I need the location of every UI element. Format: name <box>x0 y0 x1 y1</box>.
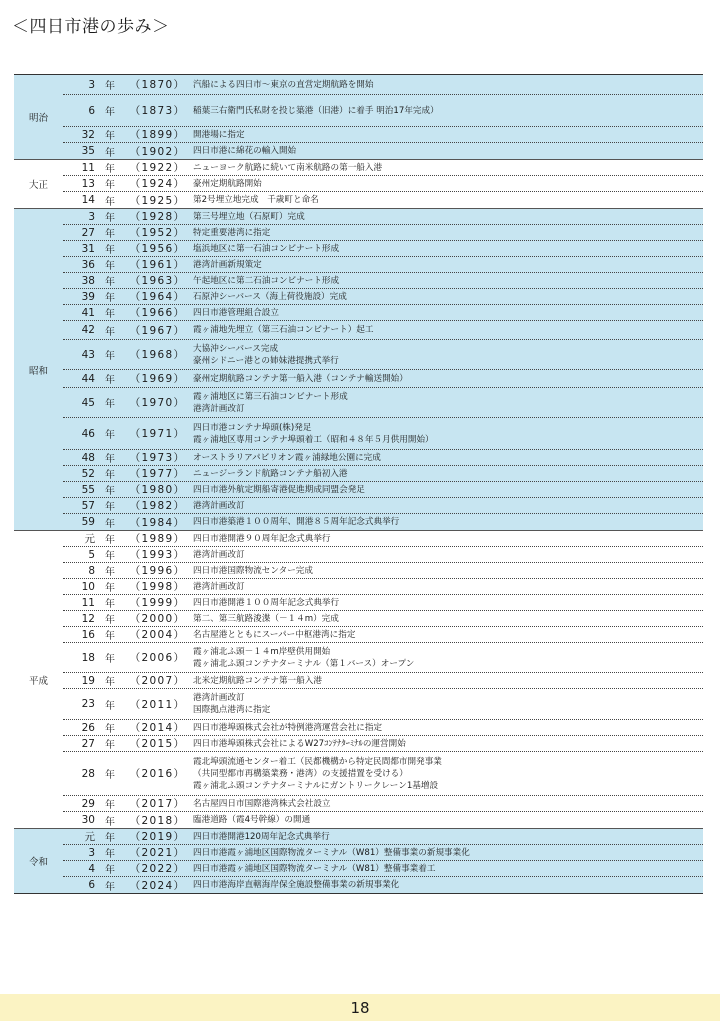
timeline-row <box>63 579 703 595</box>
western-year: （1980） <box>129 484 186 496</box>
western-year: （1977） <box>129 468 186 480</box>
page-footer <box>0 994 720 1021</box>
event-description <box>190 484 703 496</box>
event-description <box>190 452 703 464</box>
year-unit: 年 <box>105 518 115 530</box>
timeline-row <box>63 752 703 796</box>
era-year: 44 <box>81 372 95 385</box>
event-description <box>190 675 703 687</box>
timeline-row <box>63 95 703 127</box>
era-year: 38 <box>81 274 95 287</box>
timeline-row <box>63 176 703 192</box>
timeline-row <box>63 689 703 720</box>
event-line: 第二、第三航路浚渫（－１４m）完成 <box>193 613 339 624</box>
year-unit: 年 <box>105 724 115 735</box>
event-line: 港湾計画改訂 <box>193 693 245 703</box>
era-year: 3 <box>88 78 95 91</box>
timeline-row <box>63 563 703 579</box>
year-unit: 年 <box>105 502 115 513</box>
era-name: 大正 <box>28 180 48 191</box>
event-line: ニュージーランド航路コンテナ船初入港 <box>193 468 348 479</box>
western-year: （1956） <box>129 243 186 255</box>
event-line: 第三号埋立地（石原町）完成 <box>193 211 305 222</box>
timeline-row <box>63 482 703 498</box>
year-unit: 年 <box>105 81 115 92</box>
event-line: オーストラリアパビリオン霞ヶ浦緑地公園に完成 <box>193 452 381 463</box>
western-year: （1973） <box>129 452 186 464</box>
western-year: （2007） <box>129 675 186 687</box>
era-year: 16 <box>81 628 95 641</box>
event-description <box>190 162 703 174</box>
event-line: （共同型都市再構築業務・港湾）の支援措置を受ける） <box>193 768 408 779</box>
event-line: 四日市港開港120周年記念式典挙行 <box>193 831 330 842</box>
era-year: 52 <box>81 467 95 480</box>
western-year: （2022） <box>129 863 186 875</box>
event-description <box>190 629 703 641</box>
event-description <box>190 307 703 319</box>
event-description <box>190 227 703 239</box>
timeline-row <box>63 289 703 305</box>
western-year: （1924） <box>129 178 186 190</box>
timeline-row <box>63 720 703 736</box>
timeline-row <box>63 388 703 418</box>
timeline-row <box>63 796 703 812</box>
year-unit: 年 <box>105 486 115 497</box>
event-line: 塩浜地区に第一石油コンビナート形成 <box>193 243 340 254</box>
western-year: （2014） <box>129 722 186 734</box>
western-year: （2006） <box>129 652 186 664</box>
event-line: 午起地区に第二石油コンビナート形成 <box>193 275 340 286</box>
event-line: 霞ヶ浦地区専用コンテナ埠頭着工（昭和４８年５月供用開始） <box>193 434 434 445</box>
era-year: 10 <box>81 580 95 593</box>
year-unit: 年 <box>105 454 115 465</box>
year-unit: 年 <box>105 131 115 142</box>
western-year: （1870） <box>129 79 186 91</box>
timeline-row <box>63 305 703 321</box>
event-line: 豪州定期航路コンテナ第一船入港（コンテナ輸送開始） <box>193 373 408 384</box>
event-line: 霞北埠頭流通センター着工（民都機構から特定民間都市開発事業 <box>193 756 442 767</box>
western-year: （1993） <box>129 549 186 561</box>
timeline-row <box>63 673 703 689</box>
event-description <box>190 468 703 480</box>
event-description <box>190 613 703 625</box>
western-year: （1998） <box>129 581 186 593</box>
event-description <box>190 798 703 810</box>
era-year: 31 <box>81 242 95 255</box>
event-description <box>190 500 703 512</box>
event-line: 霞ヶ浦北ふ頭コンテナターミナルにガントリークレーン1基増設 <box>193 780 439 791</box>
era-year: 14 <box>81 194 95 206</box>
year-unit: 年 <box>105 196 115 208</box>
era-year: 5 <box>88 548 95 561</box>
era-year: 11 <box>81 161 95 174</box>
year-unit: 年 <box>105 677 115 688</box>
era-year: 45 <box>81 396 95 409</box>
timeline-row <box>63 466 703 482</box>
era-year: 29 <box>81 797 95 810</box>
western-year: （2015） <box>129 738 186 750</box>
western-year: （1971） <box>129 428 186 440</box>
event-description <box>190 847 703 859</box>
history-timeline-table <box>14 74 703 894</box>
timeline-row <box>63 498 703 514</box>
event-description <box>190 722 703 734</box>
event-line: 北米定期航路コンテナ第一船入港 <box>193 675 322 686</box>
era-year: 13 <box>81 177 95 190</box>
timeline-row <box>63 127 703 143</box>
western-year: （2017） <box>129 798 186 810</box>
era-year: 8 <box>88 564 95 577</box>
event-description <box>190 516 703 528</box>
year-unit: 年 <box>105 800 115 811</box>
year-unit: 年 <box>105 213 115 224</box>
page-title: ＜四日市港の歩み＞ <box>12 17 170 37</box>
event-line: 霞ヶ浦地区に第三石油コンビナート形成 <box>193 391 348 402</box>
timeline-row <box>63 209 703 225</box>
western-year: （1873） <box>129 105 186 117</box>
event-line: 四日市港に綿花の輸入開始 <box>193 146 297 156</box>
event-description <box>190 194 703 206</box>
era-year: 59 <box>81 516 95 528</box>
year-unit: 年 <box>105 229 115 240</box>
event-description <box>190 259 703 271</box>
era-year: 26 <box>81 721 95 734</box>
era-block <box>14 208 703 530</box>
year-unit: 年 <box>105 833 115 844</box>
timeline-row <box>63 225 703 241</box>
year-unit: 年 <box>105 599 115 610</box>
year-unit: 年 <box>105 551 115 562</box>
timeline-row <box>63 514 703 530</box>
event-line: 四日市港管理組合設立 <box>193 307 279 318</box>
year-unit: 年 <box>105 164 115 175</box>
event-description <box>190 692 703 716</box>
event-description <box>190 343 703 367</box>
era-year: 35 <box>81 145 95 157</box>
event-description <box>190 324 703 336</box>
era-rows <box>63 75 703 159</box>
era-year: 18 <box>81 651 95 664</box>
timeline-row <box>63 143 703 159</box>
event-description <box>190 211 703 223</box>
year-unit: 年 <box>105 399 115 410</box>
western-year: （1984） <box>129 516 186 529</box>
event-description <box>190 275 703 287</box>
event-line: 大協沖シーバース完成 <box>193 343 279 354</box>
western-year: （2000） <box>129 613 186 625</box>
year-unit: 年 <box>105 631 115 642</box>
event-description <box>190 738 703 750</box>
event-description <box>190 391 703 415</box>
era-block <box>14 828 703 893</box>
event-line: 霞ヶ浦北ふ頭－１４m岸壁供用開始 <box>193 646 331 657</box>
timeline-row <box>63 643 703 673</box>
western-year: （1961） <box>129 259 186 271</box>
event-description <box>190 533 703 545</box>
timeline-row <box>63 257 703 273</box>
event-description <box>190 597 703 609</box>
year-unit: 年 <box>105 849 115 860</box>
event-line: 四日市港国際物流センター完成 <box>193 565 313 576</box>
year-unit: 年 <box>105 375 115 386</box>
western-year: （2011） <box>129 698 186 711</box>
year-unit: 年 <box>105 615 115 626</box>
timeline-row <box>63 877 703 893</box>
western-year: （1989） <box>129 533 186 545</box>
era-year: 元 <box>84 533 95 545</box>
timeline-row <box>63 75 703 95</box>
year-unit: 年 <box>105 567 115 578</box>
event-description <box>190 814 703 826</box>
year-unit: 年 <box>105 583 115 594</box>
era-rows <box>63 531 703 828</box>
timeline-row <box>63 611 703 627</box>
era-rows <box>63 209 703 530</box>
event-line: 霞ヶ浦北ふ頭コンテナターミナル（第１バース）オープン <box>193 658 415 669</box>
event-line: 四日市港霞ヶ浦地区国際物流ターミナル（W81）整備事業着工 <box>193 863 436 874</box>
year-unit: 年 <box>105 326 115 338</box>
event-description <box>190 422 703 446</box>
era-year: 46 <box>81 427 95 440</box>
timeline-row <box>63 531 703 547</box>
timeline-row <box>63 241 703 257</box>
event-line: 四日市港海岸直轄海岸保全施設整備事業の新規事業化 <box>193 880 400 890</box>
event-description <box>190 79 703 91</box>
event-description <box>190 756 703 792</box>
timeline-row <box>63 418 703 450</box>
western-year: （2019） <box>129 831 186 843</box>
era-year: 3 <box>88 846 95 859</box>
era-year: 55 <box>81 483 95 496</box>
event-line: 四日市港霞ヶ浦地区国際物流ターミナル（W81）整備事業の新規事業化 <box>193 847 470 858</box>
timeline-row <box>63 273 703 289</box>
timeline-row <box>63 812 703 828</box>
timeline-row <box>63 370 703 388</box>
year-unit: 年 <box>105 881 115 893</box>
year-unit: 年 <box>105 107 115 118</box>
era-name: 明治 <box>28 113 48 124</box>
event-description <box>190 831 703 843</box>
era-block <box>14 530 703 828</box>
event-description <box>190 565 703 577</box>
western-year: （1963） <box>129 275 186 287</box>
event-description <box>190 129 703 141</box>
event-line: 港湾計画新規策定 <box>193 259 262 270</box>
timeline-row <box>63 340 703 370</box>
western-year: （2024） <box>129 879 186 892</box>
era-rows <box>63 160 703 208</box>
event-line: 稲葉三右衛門氏私財を投じ築港（旧港）に着手 明治17年完成） <box>193 105 439 116</box>
era-year: 23 <box>81 698 95 710</box>
event-line: 豪州シドニー港との姉妹港提携式挙行 <box>193 355 339 366</box>
timeline-row <box>63 450 703 466</box>
year-unit: 年 <box>105 277 115 288</box>
event-line: 名古屋港とともにスーパー中枢港湾に指定 <box>193 629 356 640</box>
year-unit: 年 <box>105 180 115 191</box>
era-year: 27 <box>81 226 95 239</box>
timeline-row <box>63 595 703 611</box>
western-year: （1899） <box>129 129 186 141</box>
timeline-row <box>63 192 703 208</box>
western-year: （1968） <box>129 349 186 361</box>
event-line: 第2号埋立地完成 千歳町と命名 <box>193 195 319 205</box>
era-name: 平成 <box>28 675 48 687</box>
era-year: 48 <box>81 451 95 464</box>
event-line: 四日市港コンテナ埠頭(株)発足 <box>193 422 312 433</box>
era-year: 27 <box>81 737 95 750</box>
event-line: 港湾計画改訂 <box>193 581 245 592</box>
western-year: （2021） <box>129 847 186 859</box>
year-unit: 年 <box>105 770 115 781</box>
western-year: （1964） <box>129 291 186 303</box>
event-line: 臨港道路（霞4号幹線）の開通 <box>193 815 311 825</box>
event-description <box>190 145 703 157</box>
event-line: 四日市港開港９０周年記念式典挙行 <box>193 533 331 544</box>
event-line: 四日市港埠頭株式会社が特例港湾運営会社に指定 <box>193 722 383 733</box>
timeline-row <box>63 160 703 176</box>
timeline-row <box>63 861 703 877</box>
timeline-row <box>63 736 703 752</box>
era-year: 57 <box>81 499 95 512</box>
western-year: （1922） <box>129 162 186 174</box>
era-year: 19 <box>81 674 95 687</box>
event-line: 四日市港埠頭株式会社によるW27ｺﾝﾃﾅﾀｰﾐﾅﾙの運営開始 <box>193 738 406 749</box>
year-unit: 年 <box>105 816 115 828</box>
event-description <box>190 646 703 670</box>
year-unit: 年 <box>105 740 115 751</box>
event-line: 名古屋四日市国際港湾株式会社設立 <box>193 798 331 809</box>
era-year: 元 <box>84 831 95 843</box>
western-year: （1970） <box>129 397 186 409</box>
event-description <box>190 105 703 117</box>
timeline-row <box>63 845 703 861</box>
event-line: 港湾計画改訂 <box>193 403 245 414</box>
western-year: （1928） <box>129 211 186 223</box>
western-year: （2016） <box>129 768 186 780</box>
event-line: 石原沖シーバース（海上荷役施設）完成 <box>193 291 347 302</box>
western-year: （1902） <box>129 145 186 158</box>
era-year: 3 <box>88 210 95 223</box>
event-description <box>190 243 703 255</box>
event-description <box>190 879 703 891</box>
western-year: （1996） <box>129 565 186 577</box>
event-description <box>190 549 703 561</box>
year-unit: 年 <box>105 245 115 256</box>
year-unit: 年 <box>105 700 115 712</box>
era-year: 6 <box>88 104 95 117</box>
era-year: 36 <box>81 258 95 271</box>
event-line: 豪州定期航路開始 <box>193 178 262 189</box>
era-year: 4 <box>88 862 95 875</box>
event-line: 特定重要港湾に指定 <box>193 227 271 238</box>
event-description <box>190 373 703 385</box>
era-rows <box>63 829 703 893</box>
event-line: 港湾計画改訂 <box>193 500 245 511</box>
timeline-row <box>63 547 703 563</box>
era-year: 32 <box>81 128 95 141</box>
era-year: 28 <box>81 767 95 780</box>
era-block <box>14 159 703 208</box>
era-year: 6 <box>88 879 95 891</box>
western-year: （2004） <box>129 629 186 641</box>
era-year: 12 <box>81 612 95 625</box>
event-line: 四日市港外航定期船寄港促進期成同盟会発足 <box>193 484 365 495</box>
event-description <box>190 581 703 593</box>
event-line: ニューヨーク航路に続いて南米航路の第一船入港 <box>193 162 383 173</box>
year-unit: 年 <box>105 351 115 362</box>
timeline-row <box>63 321 703 340</box>
year-unit: 年 <box>105 470 115 481</box>
year-unit: 年 <box>105 654 115 665</box>
era-year: 30 <box>81 814 95 826</box>
era-year: 42 <box>81 324 95 336</box>
era-name: 昭和 <box>28 365 48 377</box>
era-block <box>14 75 703 159</box>
event-line: 港湾計画改訂 <box>193 549 245 560</box>
western-year: （1999） <box>129 597 186 609</box>
year-unit: 年 <box>105 430 115 441</box>
event-line: 四日市港築港１００周年、開港８５周年記念式典挙行 <box>193 517 400 527</box>
year-unit: 年 <box>105 261 115 272</box>
era-year: 43 <box>81 348 95 361</box>
western-year: （1967） <box>129 324 186 337</box>
event-line: 四日市港開港１００周年記念式典挙行 <box>193 597 340 608</box>
era-name: 令和 <box>28 857 48 868</box>
timeline-row <box>63 627 703 643</box>
western-year: （1969） <box>129 373 186 385</box>
page-number: 18 <box>350 998 370 1017</box>
year-unit: 年 <box>105 865 115 876</box>
year-unit: 年 <box>105 293 115 304</box>
timeline-row <box>63 829 703 845</box>
era-year: 11 <box>81 596 95 609</box>
event-line: 国際拠点港湾に指定 <box>193 705 271 715</box>
western-year: （2018） <box>129 814 186 827</box>
event-line: 汽船による四日市～東京の直営定期航路を開始 <box>193 79 374 90</box>
western-year: （1982） <box>129 500 186 512</box>
event-description <box>190 863 703 875</box>
western-year: （1966） <box>129 307 186 319</box>
year-unit: 年 <box>105 147 115 159</box>
event-line: 開港場に指定 <box>193 129 245 140</box>
era-year: 39 <box>81 290 95 303</box>
western-year: （1925） <box>129 194 186 207</box>
year-unit: 年 <box>105 535 115 546</box>
western-year: （1952） <box>129 227 186 239</box>
era-year: 41 <box>81 306 95 319</box>
event-description <box>190 178 703 190</box>
event-description <box>190 291 703 303</box>
event-line: 霞ヶ浦地先埋立（第三石油コンビナート）起工 <box>193 325 374 335</box>
year-unit: 年 <box>105 309 115 320</box>
